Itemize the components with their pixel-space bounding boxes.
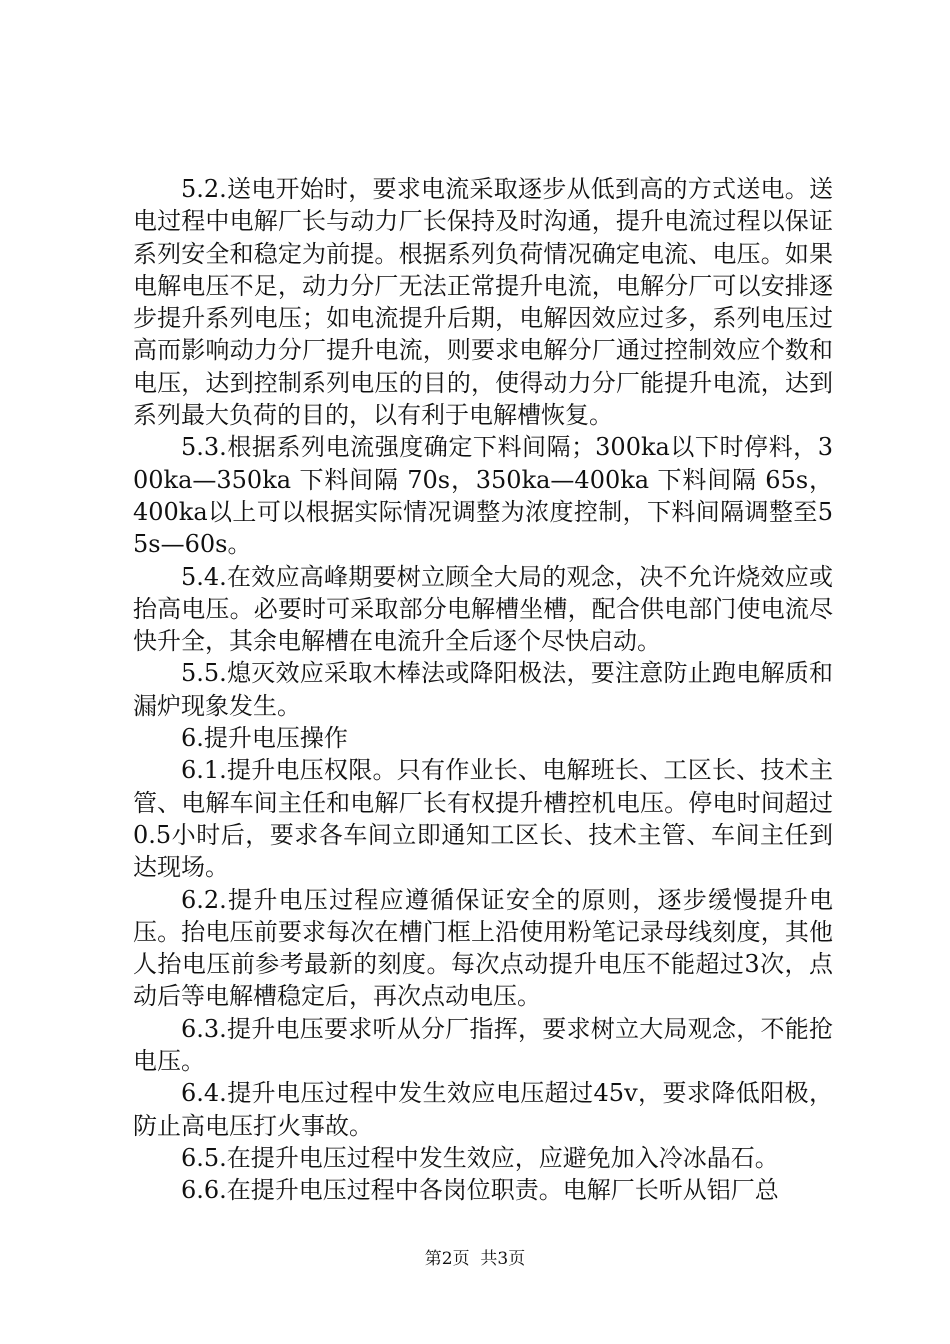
paragraph-6-2: 6.2.提升电压过程应遵循保证安全的原则，逐步缓慢提升电压。抬电压前要求每次在槽门框上沿使用粉笔记录母线刻度，其他人抬电压前参考最新的刻度。每次点动提升电压不能超过3次，点动后等电解槽稳定后，再次点动电压。 xyxy=(133,885,833,1011)
paragraph-5-2: 5.2.送电开始时，要求电流采取逐步从低到高的方式送电。送电过程中电解厂长与动力厂长保持及时沟通，提升电流过程以保证系列安全和稳定为前提。根据系列负荷情况确定电流、电压。如果电解电压不足，动力分厂无法正常提升电流，电解分厂可以安排逐步提升系列电压；如电流提升后期，电解因效应过多，系列电压过高而影响动力分厂提升电流，则要求电解分厂通过控制效应个数和电压，达到控制系列电压的目的，使得动力分厂能提升电流，达到系列最大负荷的目的，以有利于电解槽恢复。 xyxy=(133,175,833,430)
paragraph-6-4: 6.4.提升电压过程中发生效应电压超过45v，要求降低阳极，防止高电压打火事故。 xyxy=(133,1079,833,1140)
paragraph-6-3: 6.3.提升电压要求听从分厂指挥，要求树立大局观念，不能抢电压。 xyxy=(133,1014,833,1076)
paragraph-6-5: 6.5.在提升电压过程中发生效应，应避免加入冷冰晶石。 xyxy=(181,1143,779,1172)
section-heading-6: 6.提升电压操作 xyxy=(181,724,348,753)
paragraph-5-4: 5.4.在效应高峰期要树立顾全大局的观念，决不允许烧效应或抬高电压。必要时可采取部分电解槽坐槽，配合供电部门使电流尽快升全，其余电解槽在电流升全后逐个尽快启动。 xyxy=(133,562,833,656)
paragraph-6-1: 6.1.提升电压权限。只有作业长、电解班长、工区长、技术主管、电解车间主任和电解厂长有权提升槽控机电压。停电时间超过0.5小时后，要求各车间立即通知工区长、技术主管、车间主任到达现场。 xyxy=(133,756,833,882)
document-body xyxy=(133,173,833,1207)
paragraph-5-3: 5.3.根据系列电流强度确定下料间隔；300ka以下时停料，300ka—350ka 下料间隔 70s，350ka—400ka 下料间隔 65s，400ka以上可以根据实际情况调整为浓度控制，下料间隔调整至55s—60s。 xyxy=(133,433,833,559)
paragraph-6-6: 6.6.在提升电压过程中各岗位职责。电解厂长听从铝厂总 xyxy=(181,1176,779,1205)
page-number-footer: 第2页 共3页 xyxy=(424,1249,526,1269)
paragraph-5-5: 5.5.熄灭效应采取木棒法或降阳极法，要注意防止跑电解质和漏炉现象发生。 xyxy=(133,659,833,720)
